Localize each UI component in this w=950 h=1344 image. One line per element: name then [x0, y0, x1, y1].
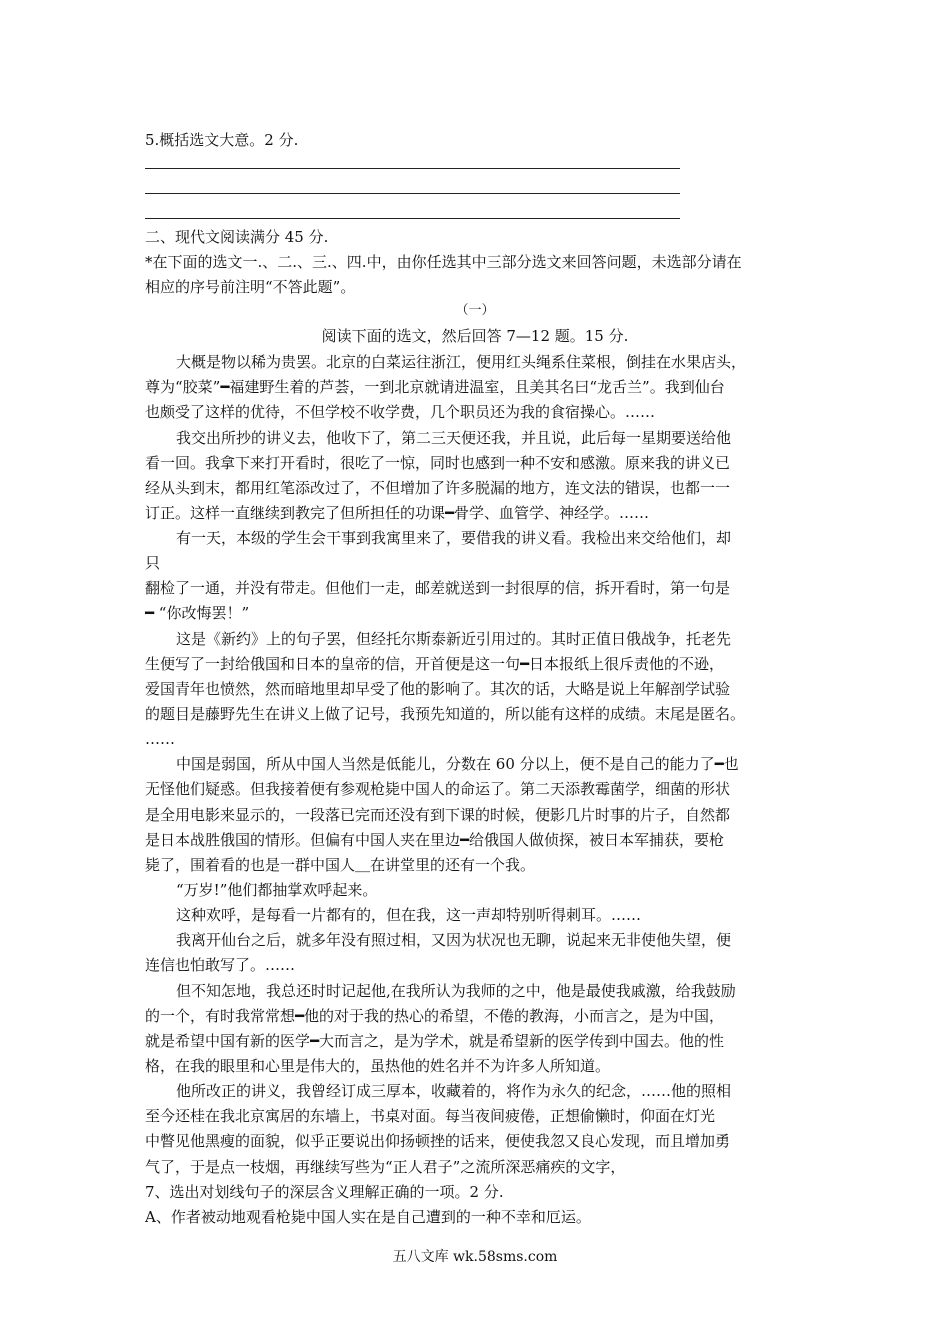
section2-instruction-line-1: *在下面的选文一.、二.、三.、四.中，由你任选其中三部分选文来回答问题，未选部分请在	[145, 253, 742, 271]
passage-line: “万岁!”他们都抽掌欢呼起来。	[176, 881, 378, 899]
question7-prompt: 7、选出对划线句子的深层含义理解正确的一项。2 分.	[145, 1183, 504, 1201]
passage-line: ……	[145, 730, 175, 748]
section2-heading: 二、现代文阅读满分 45 分.	[145, 228, 329, 246]
passage-line: 中国是弱国，所从中国人当然是低能儿，分数在 60 分以上，便不是自己的能力了━也	[176, 755, 739, 773]
passage-line: 气了，于是点一枝烟，再继续写些为“正人君子”之流所深恶痛疾的文字，	[145, 1158, 626, 1176]
passage-line: 是全用电影来显示的，一段落已完而还没有到下课的时候，便影几片时事的片子，自然都	[145, 806, 731, 824]
section2-instruction-line-2: 相应的序号前注明“不答此题”。	[145, 278, 356, 296]
answer-line-3	[145, 218, 680, 219]
passage-line: 他所改正的讲义，我曾经订成三厚本，收藏着的，将作为永久的纪念，……他的照相	[176, 1082, 732, 1100]
passage-line: 无怪他们疑惑。但我接着便有参观枪毙中国人的命运了。第二天添教霉菌学，细菌的形状	[145, 780, 731, 798]
question7-option-a: A、作者被动地观看枪毙中国人实在是自己遭到的一种不幸和厄运。	[145, 1208, 591, 1226]
passage-line: 中瞥见他黑瘦的面貌，似乎正要说出仰扬顿挫的话来，便使我忽又良心发现，而且增加勇	[145, 1132, 731, 1150]
passage-line: 格，在我的眼里和心里是伟大的，虽热他的姓名并不为许多人所知道。	[145, 1057, 611, 1075]
answer-line-1	[145, 168, 680, 169]
passage-line: 这种欢呼，是每看一片都有的，但在我，这一声却特别听得刺耳。……	[176, 906, 642, 924]
passage-line: 的一个，有时我常常想━他的对于我的热心的希望，不倦的教海，小而言之，是为中国，	[145, 1007, 725, 1025]
passage-line: 生便写了一封给俄国和日本的皇帝的信，开首便是这一句━日本报纸上很斥责他的不逊，	[145, 655, 725, 673]
passage-line: 看一回。我拿下来打开看时，很吃了一惊，同时也感到一种不安和感激。原来我的讲义已	[145, 454, 731, 472]
passage-line: 大概是物以稀为贵罢。北京的白菜运往浙江，便用红头绳系住菜根，倒挂在水果店头，	[176, 353, 747, 371]
passage-line: 经从头到末，都用红笔添改过了，不但增加了许多脱漏的地方，连文法的错误，也都一一	[145, 479, 731, 497]
passage-line: 就是希望中国有新的医学━大而言之，是为学术，就是希望新的医学传到中国去。他的性	[145, 1032, 725, 1050]
passage-line: 这是《新约》上的句子罢，但经托尔斯泰新近引用过的。其时正值日俄战争，托老先	[176, 630, 732, 648]
passage-line: 尊为“胶菜”━福建野生着的芦荟，一到北京就请进温室，且美其名曰“龙舌兰”。我到仙台	[145, 378, 725, 396]
passage-line: 我离开仙台之后，就多年没有照过相，又因为状况也无聊，说起来无非使他失望，便	[176, 931, 732, 949]
passage-line: 我交出所抄的讲义去，他收下了，第二三天便还我，并且说，此后每一星期要送给他	[176, 429, 732, 447]
passage-line: ━ “你改悔罢！”	[145, 604, 250, 622]
passage-line: 的题目是藤野先生在讲义上做了记号，我预先知道的，所以能有这样的成绩。末尾是匿名。	[145, 705, 746, 723]
passage-line: 但不知怎地，我总还时时记起他,在我所认为我师的之中，他是最使我戚激，给我鼓励	[176, 982, 736, 1000]
passage-line: 翻检了一通，并没有带走。但他们一走，邮差就送到一封很厚的信，拆开看时，第一句是	[145, 579, 731, 597]
passage-line: 也颇受了这样的优待，不但学校不收学费，几个职员还为我的食宿操心。……	[145, 403, 656, 421]
passage-line: 只	[145, 554, 161, 572]
question5-prompt: 5.概括选文大意。2 分.	[145, 131, 299, 149]
passage-line: 至今还桂在我北京寓居的东墙上，书桌对面。每当夜间疲倦，正想偷懒时，仰面在灯光	[145, 1107, 716, 1125]
passage-line: 是日本战胜俄国的情形。但偏有中国人夹在里边━给俄国人做侦探，被日本军捕获，要枪	[145, 831, 725, 849]
passage-line: 爱国青年也愤然，然而暗地里却早受了他的影响了。其次的话，大略是说上年解剖学试验	[145, 680, 731, 698]
passage-line: 连信也怕敢写了。……	[145, 956, 296, 974]
passage-line: 订正。这样一直继续到教完了但所担任的功课━骨学、血管学、神经学。……	[145, 504, 650, 522]
part1-instruction: 阅读下面的选文，然后回答 7—12 题。15 分.	[321, 327, 629, 345]
passage-line: 有一天，本级的学生会干事到我寓里来了，要借我的讲义看。我检出来交给他们，却	[176, 529, 732, 547]
page-footer: 五八文库 wk.58sms.com	[392, 1249, 558, 1265]
answer-line-2	[145, 193, 680, 194]
passage-line: 毙了，围着看的也是一群中国人＿在讲堂里的还有一个我。	[145, 856, 536, 874]
part1-label: （一）	[455, 303, 495, 318]
